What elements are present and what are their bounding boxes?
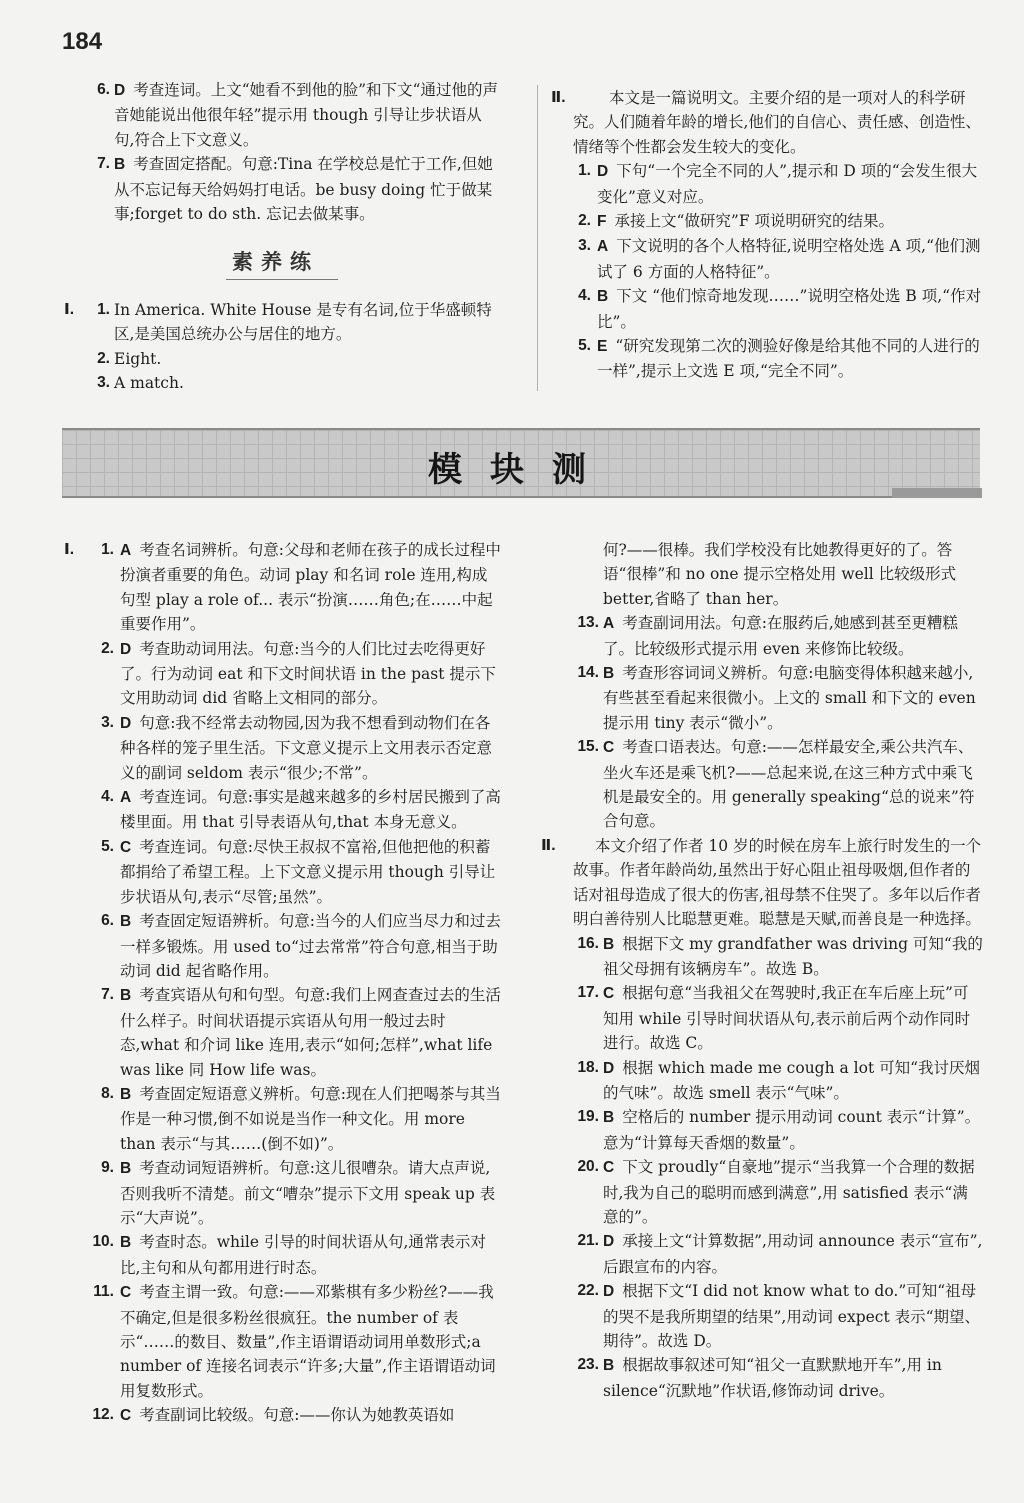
answer-text: 考查助动词用法。句意:当今的人们比过去吃得更好了。行为动词 eat 和下文时间状语 in the past 提示下文用助动词 did 省略上文相同的部分。 <box>120 639 496 708</box>
answer-key: A <box>120 789 132 807</box>
answer-entry <box>551 1056 983 1106</box>
answer-key: B <box>120 1234 132 1252</box>
answer-key: D <box>603 1059 615 1077</box>
answer-text: 下文 proudly“自豪地”提示“当我算一个合理的数据时,我为自己的聪明而感到满意”,用 satisfied 表示“满意的”。 <box>603 1158 975 1226</box>
answer-entry <box>551 209 983 234</box>
answer-key: D <box>603 1283 615 1301</box>
item-number: 16. <box>577 934 599 952</box>
item-number: 23. <box>577 1356 599 1374</box>
answer-text: 考查形容词词义辨析。句意:电脑变得体积越来越小,有些甚至看起来很微小。上文的 small 和下文的 even 提示用 tiny 表示“微小”。 <box>603 664 976 732</box>
item-number: 14. <box>577 664 599 682</box>
item-number: 18. <box>577 1058 599 1076</box>
section-roman: Ⅱ. <box>551 89 566 106</box>
answer-entry <box>551 1155 983 1229</box>
answer-text: 考查固定搭配。句意:Tina 在学校总是忙于工作,但她从不忘记每天给妈妈打电话。be busy doing 忙于做某事;forget to do sth. 忘记去做某事。 <box>114 155 493 224</box>
answer-text: “研究发现第二次的测验好像是给其他不同的人进行的一样”,提示上文选 E 项,“完全不同”。 <box>597 337 980 381</box>
item-number: 21. <box>577 1232 599 1250</box>
item-number: 20. <box>577 1158 599 1176</box>
answer-text: 根据 which made me cough a lot 可知“我讨厌烟的气味”。故选 smell 表示“气味”。 <box>603 1058 981 1102</box>
answer-text: 何?——很棒。我们学校没有比她教得更好的了。答语“很棒”和 no one 提示空格处用 well 比较级形式 better,省略了 than her。 <box>603 541 957 608</box>
answer-key: B <box>114 156 126 174</box>
answer-entry <box>551 334 983 384</box>
answer-text: 考查连词。句意:事实是越来越多的乡村居民搬到了高楼里面。用 that 引导表语从句,that 本身无意义。 <box>120 788 501 832</box>
item-number: 1. <box>578 162 591 180</box>
answer-key: B <box>603 665 615 683</box>
answer-text: 考查时态。while 引导的时间状语从句,通常表示对比,主句和从句都用进行时态。 <box>120 1233 486 1277</box>
answer-text: 下文 “他们惊奇地发现……”说明空格处选 B 项,“作对比”。 <box>597 287 982 331</box>
item-number: 7. <box>101 986 114 1004</box>
item-number: 7. <box>97 155 110 173</box>
item-number: 3. <box>101 713 114 731</box>
section-title-suyang: 素养练 <box>232 250 319 274</box>
answer-key: A <box>120 542 132 559</box>
answer-entry <box>88 78 502 152</box>
answer-text: 考查副词比较级。句意:——你认为她教英语如 <box>139 1406 455 1425</box>
answer-text: 下句“一个完全不同的人”,提示和 D 项的“会发生很大变化”意义对应。 <box>597 162 978 206</box>
item-number: 22. <box>577 1282 599 1300</box>
answer-text: 考查动词短语辨析。句意:这儿很嘈杂。请大点声说,否则我听不清楚。前文“嘈杂”提示下文用 speak up 表示“大声说”。 <box>120 1159 496 1227</box>
answer-entry <box>551 234 983 284</box>
section-roman: Ⅱ. <box>541 836 556 854</box>
item-number: 5. <box>101 837 114 855</box>
answer-key: C <box>120 838 132 856</box>
item-number: 13. <box>577 614 599 632</box>
answer-text: 考查口语表达。句意:——怎样最安全,乘公共汽车、坐火车还是乘飞机?——总起来说,在这三种方式中乘飞机是最安全的。用 generally speaking“总的说来”符合句意。 <box>603 738 975 831</box>
item-number: 2. <box>101 639 114 657</box>
answer-key: D <box>120 714 132 732</box>
module-left-column <box>64 538 502 1429</box>
item-number: 12. <box>92 1406 114 1424</box>
answer-entry <box>551 735 983 834</box>
answer-entry <box>64 1156 502 1230</box>
answer-text: 根据故事叙述可知“祖父一直默默地开车”,用 in silence“沉默地”作状语,修饰动词 drive。 <box>603 1356 942 1400</box>
answer-entry <box>551 159 983 209</box>
item-number: 19. <box>577 1108 599 1126</box>
intro-text: 本文是一篇说明文。主要介绍的是一项对人的科学研究。人们随着年龄的增长,他们的自信心、责任感、创造性、情绪等个性都会发生较大的变化。 <box>573 89 981 156</box>
answer-entry <box>64 1280 502 1403</box>
module-right-column <box>541 538 983 1403</box>
banner-corner-bar <box>892 488 982 498</box>
answer-entry <box>551 661 983 735</box>
item-number: 1. <box>101 541 114 558</box>
answer-entry <box>551 284 983 334</box>
answer-key: B <box>597 288 609 306</box>
item-number: 9. <box>101 1159 114 1177</box>
answer-text: A match. <box>114 374 184 393</box>
answer-key: B <box>120 987 132 1005</box>
answer-key: B <box>120 913 132 931</box>
answer-text: 根据句意“当我祖父在驾驶时,我正在车后座上玩”可知用 while 引导时间状语从句,表示前后两个动作同时进行。故选 C。 <box>603 984 971 1053</box>
answer-entry <box>551 1229 983 1279</box>
intro-text: 本文介绍了作者 10 岁的时候在房车上旅行时发生的一个故事。作者年龄尚幼,虽然出于好心阻止祖母吸烟,但作者的话对祖母造成了很大的伤害,祖母禁不住哭了。多年以后作者明白善待别人比聪慧更难。聪慧是天赋,而善良是一种选择。 <box>573 836 982 929</box>
answer-entry <box>551 611 983 661</box>
answer-key: C <box>120 1284 132 1302</box>
module-test-banner <box>62 428 980 498</box>
answer-entry <box>551 1353 983 1403</box>
item-number: 4. <box>101 788 114 806</box>
banner-title: 模块测 <box>428 450 614 490</box>
answer-text: 考查名词辨析。句意:父母和老师在孩子的成长过程中扮演者重要的角色。动词 play 和名词 role 连用,构成句型 play a role of... 表示“扮演……角色;在……中起重要作用”。 <box>120 541 501 634</box>
top-left-column <box>88 78 502 226</box>
answer-text: 考查宾语从句和句型。句意:我们上网查查过去的生活什么样子。时间状语提示宾语从句用一般过去时态,what 和介词 like 连用,表示“如何;怎样”,what life was like 同 How life was。 <box>120 986 501 1079</box>
passage-intro <box>541 834 983 932</box>
item-number: 4. <box>578 287 591 305</box>
suyang-block <box>64 298 502 396</box>
answer-entry <box>64 1403 502 1428</box>
answer-key: B <box>120 1085 132 1103</box>
answer-text: 考查连词。句意:尽快王叔叔不富裕,但他把他的积蓄都捐给了希望工程。上下文意义提示用 though 引导让步状语从句,表示“尽管;虽然”。 <box>120 837 496 906</box>
answer-text: 空格后的 number 提示用动词 count 表示“计算”。意为“计算每天香烟的数量”。 <box>603 1108 981 1152</box>
answer-text: In America. White House 是专有名词,位于华盛顿特区,是美国总统办公与居住的地方。 <box>114 301 492 344</box>
answer-text: 根据下文“I did not know what to do.”可知“祖母的哭不是我所期望的结果”,用动词 expect 表示“期望、期待”。故选 D。 <box>603 1282 981 1350</box>
continued-answer <box>551 538 983 611</box>
answer-key: C <box>120 1407 132 1425</box>
answer-text: Eight. <box>114 349 162 368</box>
answer-text: 下文说明的各个人格特征,说明空格处选 A 项,“他们测试了 6 方面的人格特征”。 <box>597 237 981 281</box>
section-roman: Ⅰ. <box>64 301 75 318</box>
answer-key: D <box>120 640 132 658</box>
answer-key: B <box>120 1160 132 1178</box>
answer-entry <box>64 909 502 983</box>
answer-entry <box>88 152 502 226</box>
page-number: 184 <box>62 28 103 55</box>
answer-key: B <box>603 1109 615 1127</box>
answer-key: D <box>114 82 126 99</box>
answer-text: 考查连词。上文“她看不到他的脸”和下文“通过他的声音她能说出他很年轻”提示用 though 引导让步状语从句,符合上下文意义。 <box>114 81 498 149</box>
answer-entry <box>64 835 502 909</box>
answer-key: B <box>603 1357 615 1375</box>
answer-key: B <box>603 935 615 953</box>
column-divider <box>537 85 538 391</box>
answer-text: 考查副词用法。句意:在服药后,她感到甚至更糟糕了。比较级形式提示用 even 来修饰比较级。 <box>603 614 958 658</box>
answer-text: 承接上文“做研究”F 项说明研究的结果。 <box>614 212 894 231</box>
answer-entry <box>64 347 502 371</box>
item-number: 17. <box>577 984 599 1002</box>
answer-entry <box>64 637 502 711</box>
item-number: 15. <box>577 738 599 756</box>
answer-key: D <box>603 1233 615 1251</box>
item-number: 1. <box>97 301 110 318</box>
item-number: 11. <box>93 1283 114 1301</box>
answer-entry <box>551 1105 983 1155</box>
answer-entry <box>551 932 983 982</box>
answer-key: C <box>603 739 615 757</box>
item-number: 2. <box>578 212 591 230</box>
item-number: 5. <box>578 337 591 355</box>
answer-text: 根据下文 my grandfather was driving 可知“我的祖父母拥有该辆房车”。故选 B。 <box>603 934 983 978</box>
answer-key: C <box>603 985 615 1003</box>
answer-text: 考查固定短语意义辨析。句意:现在人们把喝茶与其当作是一种习惯,倒不如说是当作一种文化。用 more than 表示“与其……(倒不如)”。 <box>120 1084 501 1153</box>
answer-entry <box>64 785 502 835</box>
answer-entry <box>64 1230 502 1280</box>
answer-entry <box>64 538 502 637</box>
answer-entry <box>64 711 502 785</box>
section-title-underline <box>226 279 338 280</box>
answer-text: 考查主谓一致。句意:——邓紫棋有多少粉丝?——我不确定,但是很多粉丝很疯狂。the number of 表示“……的数目、数量”,作主语谓语动词用单数形式;a number of 连接名词表示“许多;大量”,作主语谓语动词用复数形式。 <box>120 1283 496 1400</box>
answer-text: 承接上文“计算数据”,用动词 announce 表示“宣布”,后跟宣布的内容。 <box>603 1232 983 1276</box>
answer-key: C <box>603 1159 615 1177</box>
item-number: 8. <box>101 1084 114 1102</box>
answer-entry <box>64 1082 502 1156</box>
item-number: 3. <box>578 237 591 255</box>
answer-key: D <box>597 163 609 181</box>
answer-entry <box>551 1279 983 1353</box>
item-number: 2. <box>97 349 110 367</box>
answer-entry <box>64 371 502 395</box>
passage-intro <box>551 86 983 159</box>
item-number: 6. <box>97 81 110 98</box>
answer-entry <box>551 981 983 1055</box>
item-number: 10. <box>92 1233 114 1251</box>
answer-text: 考查固定短语辨析。句意:当今的人们应当尽力和过去一样多锻炼。用 used to“过去常常”符合句意,相当于助动词 did 起省略作用。 <box>120 912 501 980</box>
item-number: 3. <box>97 374 110 392</box>
item-number: 6. <box>101 912 114 930</box>
answer-entry <box>64 298 502 347</box>
answer-text: 句意:我不经常去动物园,因为我不想看到动物们在各种各样的笼子里生活。下文意义提示上文用表示否定意义的副词 seldom 表示“很少;不常”。 <box>120 713 493 782</box>
answer-key: F <box>597 213 607 231</box>
top-right-column <box>551 86 983 384</box>
answer-key: E <box>597 338 608 356</box>
section-roman: Ⅰ. <box>64 541 75 558</box>
answer-key: A <box>597 238 609 256</box>
answer-key: A <box>603 615 615 633</box>
answer-entry <box>64 983 502 1082</box>
